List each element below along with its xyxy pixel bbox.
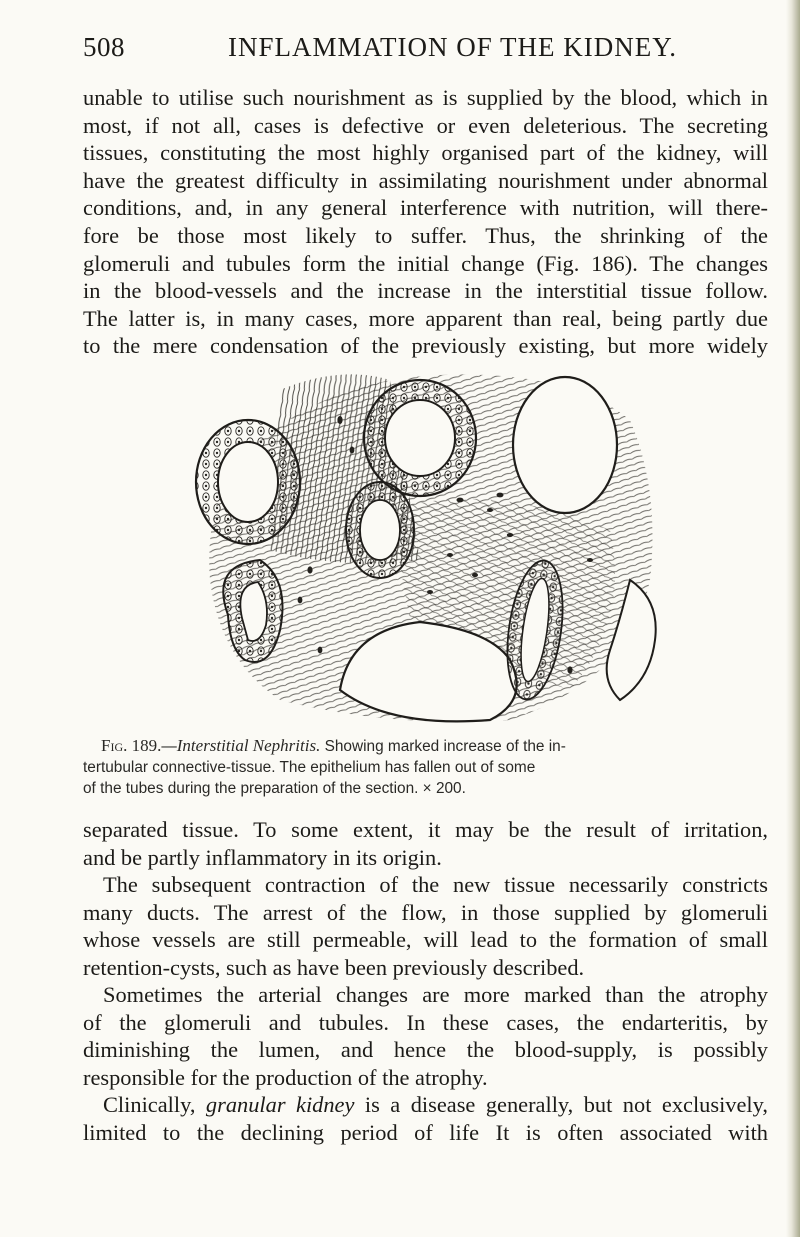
- text-line: of the glomeruli and tubules. In these cases, the endarteritis, by: [83, 1009, 768, 1035]
- caption-line: tertubular connective-tissue. The epithelium has fallen out of some: [83, 759, 536, 776]
- text-line: limited to the declining period of life It is often associated with: [83, 1119, 768, 1145]
- page-number: 508: [83, 32, 125, 62]
- text-line: to the mere condensation of the previously existing, but more widely: [83, 333, 768, 359]
- text-line: The subsequent contraction of the new tissue necessarily constricts: [103, 872, 768, 897]
- text-line: retention-cysts, such as have been previously described.: [83, 954, 585, 980]
- text-line: responsible for the production of the atrophy.: [83, 1064, 488, 1090]
- running-head: INFLAMMATION OF THE KIDNEY.: [228, 32, 678, 62]
- text-line: glomeruli and tubules form the initial change (Fig. 186). The changes: [83, 250, 768, 276]
- text-line: The latter is, in many cases, more apparent than real, being partly due: [83, 305, 768, 331]
- text-line: separated tissue. To some extent, it may be the result of irritation,: [83, 817, 768, 842]
- text-line: tissues, constituting the most highly organised part of the kidney, will: [83, 140, 768, 166]
- emphasis-granular-kidney: granular kidney: [205, 1092, 355, 1117]
- paragraph-arterial: [83, 981, 768, 1091]
- caption-line: of the tubes during the preparation of the section. × 200.: [83, 780, 466, 797]
- paragraph-top: [83, 84, 768, 360]
- text-line: and be partly inflammatory in its origin.: [83, 844, 442, 870]
- text-line: unable to utilise such nourishment as is supplied by the blood, which in: [83, 85, 768, 110]
- text-line: fore be those most likely to suffer. Thus, the shrinking of the: [83, 222, 768, 248]
- text-line: in the blood-vessels and the increase in the interstitial tissue follow.: [83, 278, 768, 304]
- caption-line: Fig. 189.—Interstitial Nephritis. Showing marked increase of the in-: [101, 736, 566, 755]
- text-line: most, if not all, cases is defective or even deleterious. The secreting: [83, 112, 768, 138]
- figure-label: Fig. 189.: [101, 736, 162, 755]
- histology-illustration: [190, 360, 665, 728]
- text-line: Sometimes the arterial changes are more marked than the atrophy: [103, 982, 768, 1007]
- text-run: Clinically,: [103, 1092, 206, 1117]
- figure-caption: [83, 735, 768, 799]
- paragraph-clinical: [83, 1091, 768, 1146]
- text-line: have the greatest difficulty in assimilating nourishment under abnormal: [83, 167, 768, 193]
- text-line: [83, 1091, 768, 1119]
- page-edge: [786, 0, 800, 1237]
- page-header: [0, 22, 800, 62]
- text-line: diminishing the lumen, and hence the blood-supply, is possibly: [83, 1037, 768, 1063]
- paragraph-continuation: [83, 816, 768, 871]
- paragraph-contraction: [83, 871, 768, 981]
- figure-title: Interstitial Nephritis.: [176, 736, 321, 755]
- text-line: many ducts. The arrest of the flow, in those supplied by glomeruli: [83, 899, 768, 925]
- text-line: whose vessels are still permeable, will lead to the formation of small: [83, 927, 768, 953]
- caption-text: Showing marked increase of the in-: [324, 738, 566, 755]
- text-run: is a disease generally, but not exclusively,: [354, 1092, 768, 1117]
- text-line: conditions, and, in any general interference with nutrition, will there-: [83, 195, 768, 221]
